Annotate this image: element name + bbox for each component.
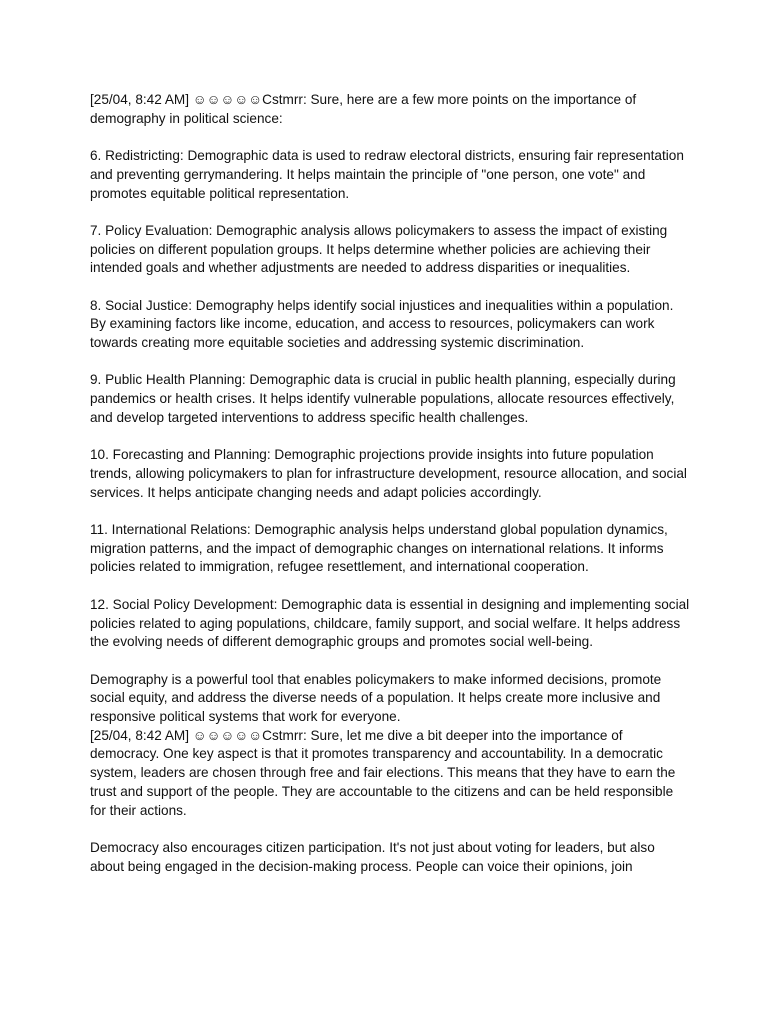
message-intro: [25/04, 8:42 AM] ☺☺☺☺☺Cstmrr: Sure, here are a few more points on the importance of demography in political science: — [90, 92, 637, 126]
paragraph-gap — [90, 502, 690, 521]
point-policy-evaluation: 7. Policy Evaluation: Demographic analysis allows policymakers to assess the impact of existing policies on different population groups. It helps determine whether policies are achieving their intended goals and whether adjustments are needed to address disparities or inequalities. — [90, 222, 668, 276]
paragraph-gap — [90, 577, 690, 596]
point-social-justice: 8. Social Justice: Demography helps identify social injustices and inequalities within a population. By examining factors like income, education, and access to resources, policymakers can work towards creating more equitable societies and addressing systemic discrimination. — [90, 297, 674, 351]
point-forecasting: 10. Forecasting and Planning: Demographic projections provide insights into future population trends, allowing policymakers to plan for infrastructure development, resource allocation, and social services. It helps anticipate changing needs and adapt policies accordingly. — [90, 447, 687, 500]
paragraph-gap — [90, 278, 690, 297]
demography-summary: Demography is a powerful tool that enables policymakers to make informed decisions, promote social equity, and address the diverse needs of a population. It helps create more inclusive and responsive political systems that work for everyone. — [90, 671, 662, 725]
paragraph-gap — [90, 820, 690, 839]
paragraph-gap — [90, 128, 690, 147]
point-public-health: 9. Public Health Planning: Demographic data is crucial in public health planning, especially during pandemics or health crises. It helps identify vulnerable populations, allocate resources effectively, and develop targeted interventions to address specific health challenges. — [90, 372, 676, 425]
paragraph-gap — [90, 353, 690, 372]
point-international-relations: 11. International Relations: Demographic analysis helps understand global population dynamics, migration patterns, and the impact of demographic changes on international relations. It informs policies related to immigration, refugee resettlement, and international cooperation. — [90, 522, 668, 575]
message-democracy: [25/04, 8:42 AM] ☺☺☺☺☺Cstmrr: Sure, let me dive a bit deeper into the importance of democracy. One key aspect is that it promotes transparency and accountability. In a democratic system, leaders are chosen through free and fair elections. This means that they have to earn the trust and support of the people. They are accountable to the citizens and can be held responsible for their actions. — [90, 727, 676, 818]
paragraph-gap — [90, 428, 690, 447]
point-social-policy: 12. Social Policy Development: Demographic data is essential in designing and implementing social policies related to aging populations, childcare, family support, and social welfare. It helps address the evolving needs of different demographic groups and promotes social well-being. — [90, 596, 690, 650]
paragraph-gap — [90, 652, 690, 671]
paragraph-gap — [90, 203, 690, 222]
democracy-participation: Democracy also encourages citizen participation. It's not just about voting for leaders, but also about being engaged in the decision-making process. People can voice their opinions, join — [90, 839, 655, 874]
document-page — [90, 91, 690, 876]
point-redistricting: 6. Redistricting: Demographic data is used to redraw electoral districts, ensuring fair representation and preventing gerrymandering. It helps maintain the principle of "one person, one vote" and promotes equitable political representation. — [90, 148, 684, 201]
